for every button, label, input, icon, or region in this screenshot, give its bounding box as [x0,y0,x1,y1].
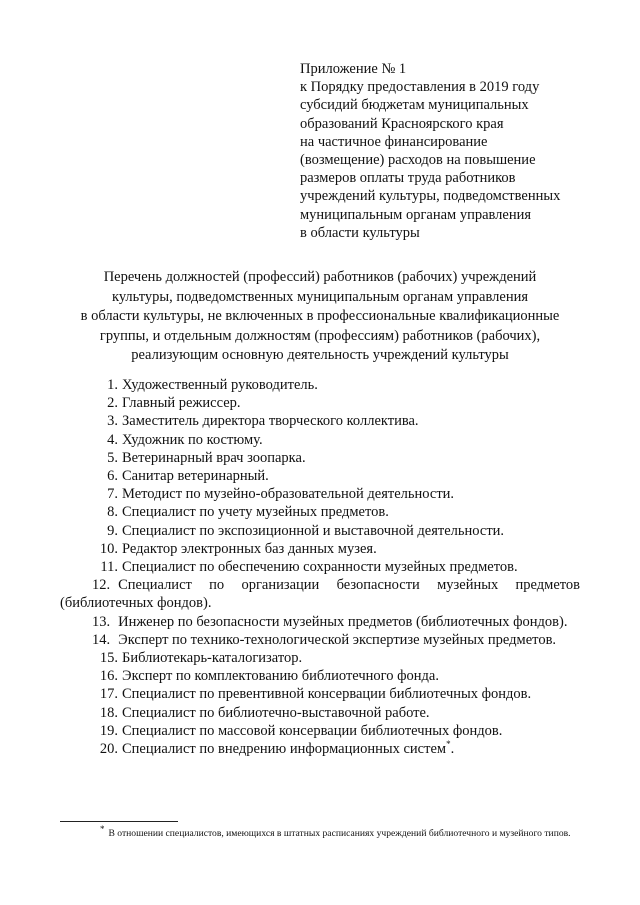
item-text: Художник по костюму. [122,431,263,448]
list-item [60,667,580,685]
item-text: Специалист по библиотечно-выставочной работе. [122,704,430,721]
item-number: 10. [99,540,118,557]
item-number: 19. [99,722,118,739]
appendix-header [300,60,620,242]
title-line: в области культуры, не включенных в профессиональные квалификационные [80,308,560,324]
item-number: 11. [100,559,118,576]
list-item [60,449,580,467]
list-item [60,704,580,722]
appendix-line: на частичное финансирование [300,133,488,150]
item-number: 7. [107,486,118,503]
document-title [40,268,600,366]
item-text: Художественный руководитель. [122,377,318,393]
title-line: группы, и отдельным должностям (профессиям) работников (рабочих), [99,327,541,344]
item-text: Редактор электронных баз данных музея. [122,540,377,557]
item-text: Специалист по массовой консервации библиотечных фондов. [122,722,503,739]
positions-list [60,376,580,758]
footnote-mark: * [100,823,105,834]
item-text: Эксперт по технико-технологической экспертизе музейных предметов. [118,631,557,648]
appendix-line: размеров оплаты труда работников [300,170,516,187]
item-number: 2. [107,395,118,412]
item-number: 17. [99,686,118,703]
appendix-line: образований Красноярского края [300,115,504,132]
item-text: Заместитель директора творческого коллектива. [122,413,419,430]
footnote-separator [60,821,178,822]
footnote-reference: * [446,739,451,750]
list-item [60,412,580,430]
item-text: Специалист по превентивной консервации библиотечных фондов. [122,686,532,703]
footnote-text: В отношении специалистов, имеющихся в штатных расписаниях учреждений библиотечного и музейного типов. [108,828,571,839]
list-item [60,503,580,521]
title-line: Перечень должностей (профессий) работников (рабочих) учреждений [103,269,537,285]
item-number: 1. [107,377,118,393]
item-number: 13. [92,613,111,630]
list-item [60,485,580,503]
title-line: культуры, подведомственных муниципальным органам управления [111,288,529,305]
appendix-line: муниципальным органам управления [300,206,532,223]
list-item [60,722,580,740]
list-item [60,558,580,576]
item-text: Библиотекарь-каталогизатор. [122,650,303,667]
list-item [60,522,580,540]
item-number: 12. [92,577,111,594]
item-end: . [450,741,455,758]
list-item [60,740,580,758]
list-item [60,376,580,394]
item-number: 20. [99,741,118,758]
item-text: Специалист по обеспечению сохранности музейных предметов. [122,559,518,576]
appendix-line: Приложение № 1 [300,61,407,77]
title-line: реализующим основную деятельность учреждений культуры [131,347,509,363]
appendix-line: в области культуры [300,224,420,241]
list-item [60,576,580,612]
item-number: 4. [107,431,118,448]
list-item [60,467,580,485]
item-text: Инженер по безопасности музейных предметов (библиотечных фондов). [118,613,568,630]
item-text: Ветеринарный врач зоопарка. [122,449,306,466]
item-text: Специалист по экспозиционной и выставочной деятельности. [122,522,505,539]
item-text: Специалист по внедрению информационных систем [122,741,447,758]
appendix-line: к Порядку предоставления в 2019 году [300,79,540,96]
item-text: Санитар ветеринарный. [122,468,269,485]
list-item [60,540,580,558]
item-text: Специалист по учету музейных предметов. [122,504,389,521]
item-number: 15. [99,650,118,667]
list-item [60,631,580,649]
item-number: 18. [99,704,118,721]
item-number: 6. [107,468,118,485]
item-number: 8. [107,504,118,521]
item-text: Эксперт по комплектованию библиотечного фонда. [122,668,439,685]
list-item [60,649,580,667]
item-number: 16. [99,668,118,685]
item-number: 3. [107,413,118,430]
item-number: 5. [107,449,118,466]
appendix-line: (возмещение) расходов на повышение [300,152,536,169]
list-item [60,685,580,703]
item-number: 9. [107,522,118,539]
item-text: Специалист по организации безопасности музейных предметов (библиотечных фондов). [60,577,580,612]
footnote [60,823,580,841]
item-text: Главный режиссер. [122,395,241,412]
item-text: Методист по музейно-образовательной деятельности. [122,486,455,503]
appendix-line: субсидий бюджетам муниципальных [300,97,529,114]
list-item [60,394,580,412]
list-item [60,613,580,631]
appendix-line: учреждений культуры, подведомственных [300,188,561,205]
list-item [60,431,580,449]
item-number: 14. [92,631,111,648]
